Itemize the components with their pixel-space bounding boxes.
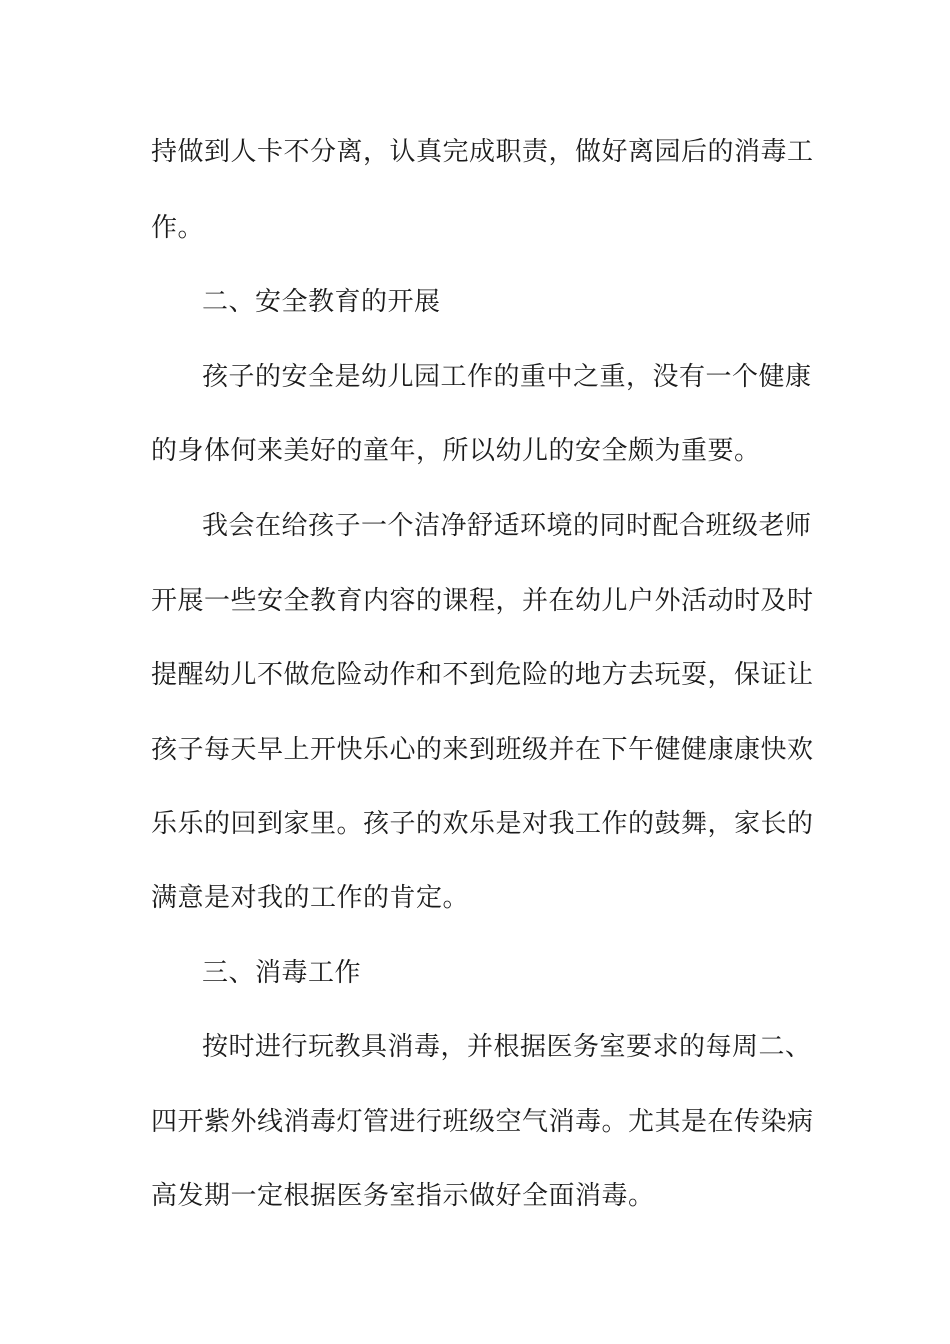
paragraph-line: 四开紫外线消毒灯管进行班级空气消毒。尤其是在传染病 — [151, 1107, 814, 1137]
paragraph-line: 乐乐的回到家里。孩子的欢乐是对我工作的鼓舞，家长的 — [151, 809, 814, 839]
paragraph-continuation-line: 作。 — [151, 213, 205, 243]
paragraph-line: 提醒幼儿不做危险动作和不到危险的地方去玩耍，保证让 — [151, 660, 814, 690]
paragraph-line: 的身体何来美好的童年，所以幼儿的安全颇为重要。 — [151, 436, 761, 466]
paragraph-line: 满意是对我的工作的肯定。 — [151, 883, 470, 913]
paragraph-line: 高发期一定根据医务室指示做好全面消毒。 — [151, 1181, 655, 1211]
paragraph-line: 按时进行玩教具消毒，并根据医务室要求的每周二、 — [202, 1032, 812, 1062]
section-heading-disinfection: 三、消毒工作 — [202, 958, 362, 988]
paragraph-line: 孩子每天早上开快乐心的来到班级并在下午健健康康快欢 — [151, 735, 814, 765]
section-heading-safety-education: 二、安全教育的开展 — [202, 287, 441, 317]
paragraph-line: 开展一些安全教育内容的课程，并在幼儿户外活动时及时 — [151, 586, 814, 616]
paragraph-line: 孩子的安全是幼儿园工作的重中之重，没有一个健康 — [202, 362, 812, 392]
paragraph-line: 我会在给孩子一个洁净舒适环境的同时配合班级老师 — [202, 511, 812, 541]
paragraph-continuation-line: 持做到人卡不分离，认真完成职责，做好离园后的消毒工 — [151, 137, 814, 167]
